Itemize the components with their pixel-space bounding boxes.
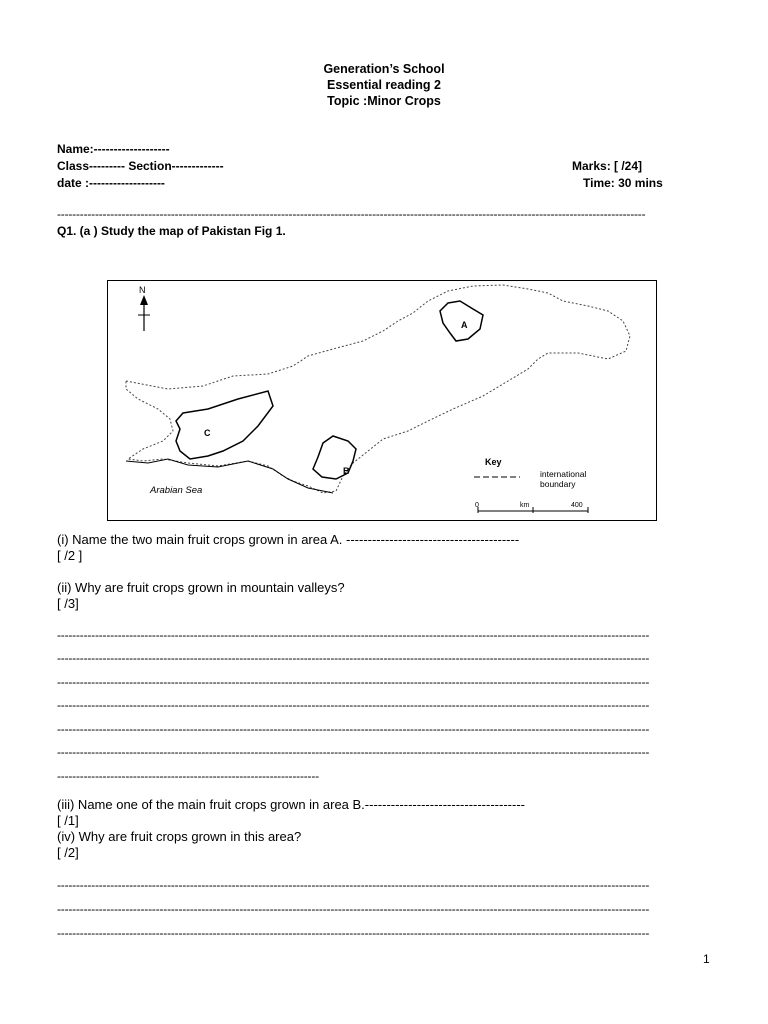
answer-line: ------------------------------------------------------------------------------------------------------------------------------------------------------------ xyxy=(57,675,650,689)
area-c-label: C xyxy=(204,428,211,438)
q1-part-i: (i) Name the two main fruit crops grown in area A. ---------------------------------------- xyxy=(57,532,520,547)
north-arrow-icon xyxy=(140,295,148,305)
scale-start: 0 xyxy=(475,502,479,509)
q1-part-iv-marks: [ /2] xyxy=(57,845,79,860)
key-text-line2: boundary xyxy=(540,479,576,489)
q1-part-ii-marks: [ /3] xyxy=(57,596,79,611)
class-section-field: Class--------- Section------------- xyxy=(57,159,224,173)
answer-line: ------------------------------------------------------------------------------------------------------------------------------------------------------------ xyxy=(57,902,650,916)
key-text-line1: international xyxy=(540,469,587,479)
area-c-region xyxy=(176,391,273,459)
school-name: Generation’s School xyxy=(323,62,445,76)
q1-heading: Q1. (a ) Study the map of Pakistan Fig 1. xyxy=(57,224,286,238)
pakistan-map xyxy=(108,281,655,519)
answer-line: ------------------------------------------------------------------------------------------------------------------------------------------------------------ xyxy=(57,878,650,892)
answer-line: ------------------------------------------------------------------------------------------------------------------------------------------------------------ xyxy=(57,926,650,940)
q1-part-iii-marks: [ /1] xyxy=(57,813,79,828)
answer-line: ------------------------------------------------------------------------------------------------------------------------------------------------------------ xyxy=(57,698,650,712)
date-field: date :------------------- xyxy=(57,176,165,190)
answer-line: ------------------------------------------------------------------------------------------------------------------------------------------------------------ xyxy=(57,722,650,736)
q1-part-ii: (ii) Why are fruit crops grown in mountain valleys? xyxy=(57,580,345,595)
arabian-sea-label: Arabian Sea xyxy=(150,485,203,496)
area-b-region xyxy=(313,436,356,479)
answer-line: ------------------------------------------------------------------------------------------------------------------------------------------------------------ xyxy=(57,745,650,759)
time-field: Time: 30 mins xyxy=(583,176,663,190)
area-b-label: B xyxy=(343,466,350,476)
name-field: Name:------------------- xyxy=(57,142,170,156)
country-boundary xyxy=(126,285,630,493)
pakistan-map-figure xyxy=(107,280,657,521)
q1-part-i-marks: [ /2 ] xyxy=(57,548,83,563)
q1-part-iii: (iii) Name one of the main fruit crops grown in area B.------------------------------------- xyxy=(57,797,525,812)
key-title: Key xyxy=(485,457,502,467)
subject-title: Essential reading 2 xyxy=(327,78,441,92)
q1-part-iv: (iv) Why are fruit crops grown in this area? xyxy=(57,829,302,844)
page-number: 1 xyxy=(703,952,710,966)
marks-field: Marks: [ /24] xyxy=(572,159,643,173)
answer-line: ------------------------------------------------------------------------------------------------------------------------------------------------------------ xyxy=(57,628,650,642)
area-a-label: A xyxy=(461,320,468,330)
north-label: N xyxy=(139,285,146,295)
scale-unit: km xyxy=(520,502,530,509)
scale-end: 400 xyxy=(571,502,583,509)
answer-line-short: --------------------------------------------------------------------- xyxy=(57,769,319,783)
separator-line: ----------------------------------------------------------------------------------------------------------------------------------------------------------- xyxy=(57,207,646,221)
topic-title: Topic :Minor Crops xyxy=(327,94,441,108)
answer-line: ------------------------------------------------------------------------------------------------------------------------------------------------------------ xyxy=(57,651,650,665)
